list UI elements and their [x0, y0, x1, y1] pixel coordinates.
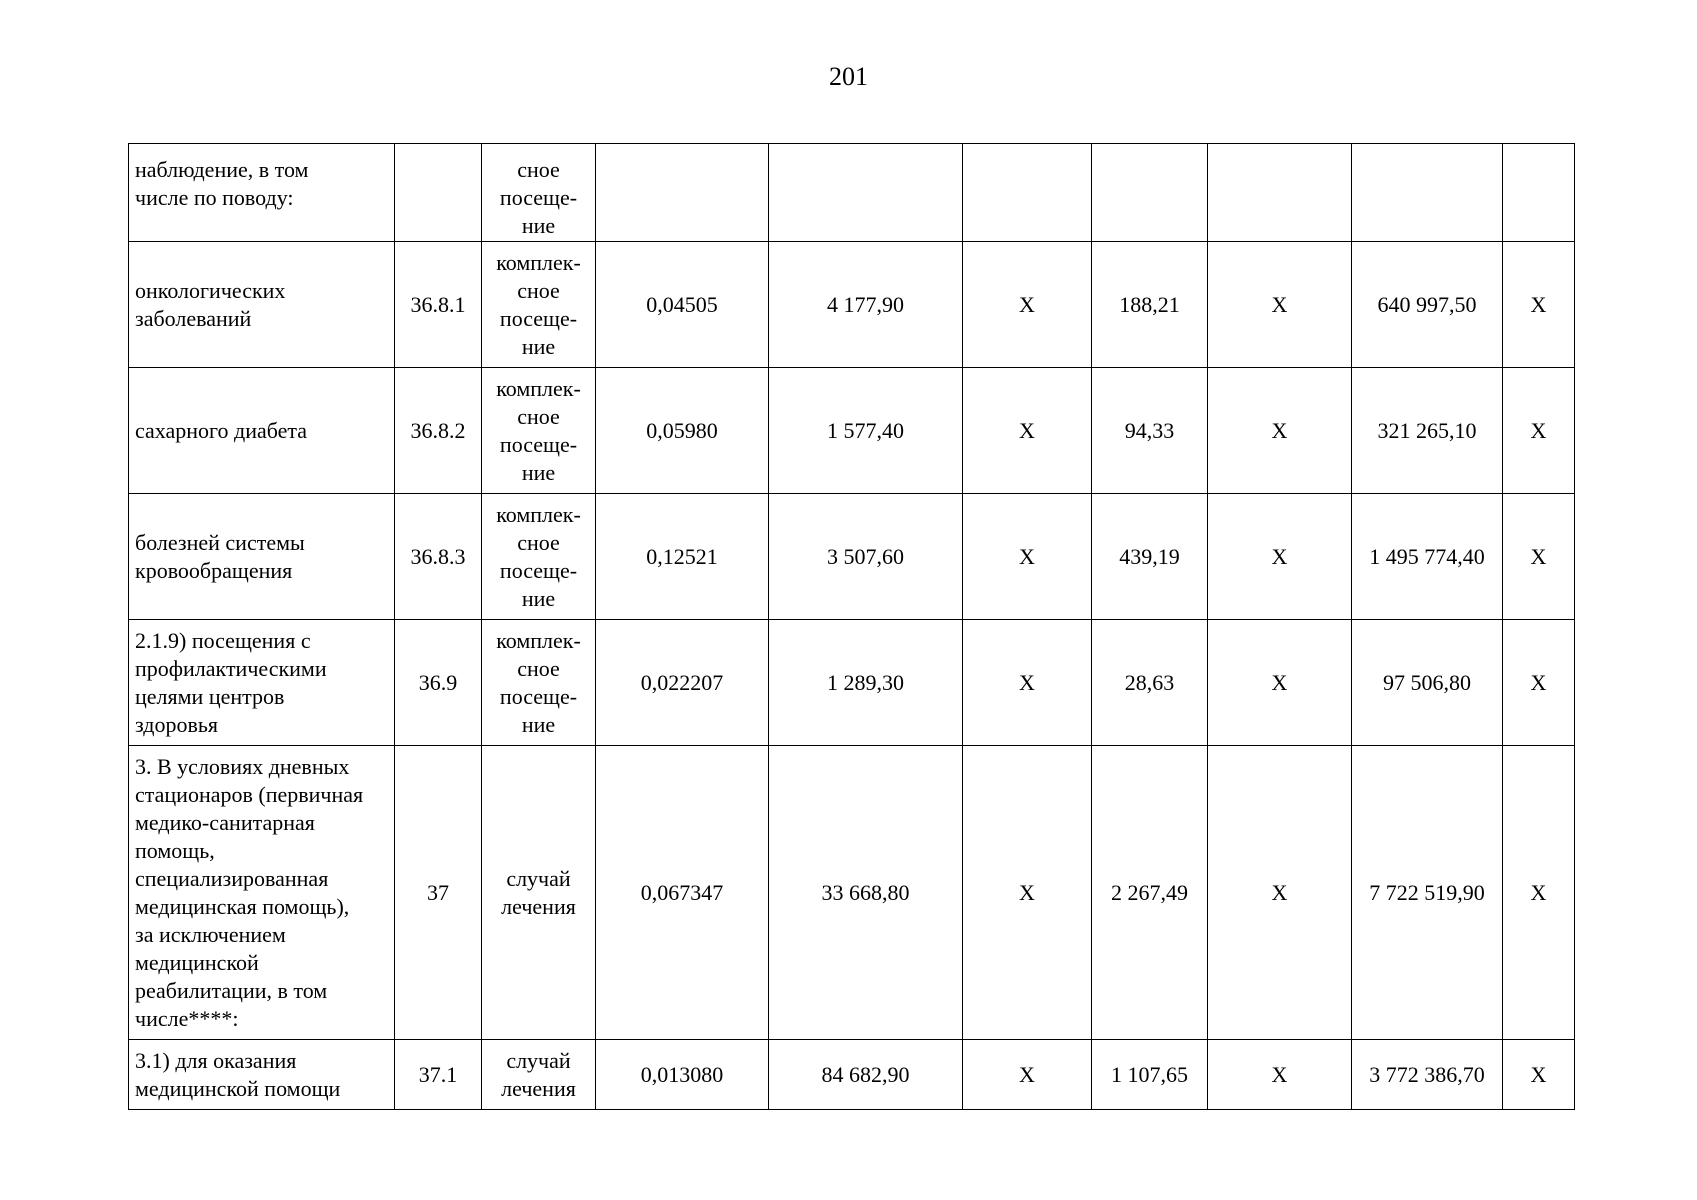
row-col10-cell: Х: [1503, 746, 1575, 1040]
table-row: [129, 746, 1575, 1040]
row-col8-cell: Х: [1208, 1040, 1352, 1110]
row-unit-cell: случай лечения: [482, 1040, 596, 1110]
row-col7-cell: 188,21: [1092, 242, 1208, 368]
row-col10-cell: Х: [1503, 494, 1575, 620]
row-col6-cell: Х: [963, 494, 1092, 620]
row-col7-cell: [1092, 144, 1208, 242]
row-norm-cell: 0,022207: [596, 620, 769, 746]
row-code-cell: 36.8.3: [395, 494, 482, 620]
row-col8-cell: Х: [1208, 494, 1352, 620]
row-cost-cell: 4 177,90: [769, 242, 963, 368]
row-unit-cell: комплек- сное посеще- ние: [482, 620, 596, 746]
row-col10-cell: Х: [1503, 242, 1575, 368]
row-code-cell: [395, 144, 482, 242]
row-name-cell: 3.1) для оказания медицинской помощи: [129, 1040, 395, 1110]
row-col6-cell: Х: [963, 368, 1092, 494]
row-name-cell: наблюдение, в том числе по поводу:: [129, 144, 395, 242]
page-number: 201: [829, 62, 868, 91]
row-cost-cell: 33 668,80: [769, 746, 963, 1040]
row-code-cell: 36.9: [395, 620, 482, 746]
row-norm-cell: 0,12521: [596, 494, 769, 620]
row-name-cell: сахарного диабета: [129, 368, 395, 494]
row-name-cell: 3. В условиях дневных стационаров (первичная медико-санитарная помощь, специализированная медицинская помощь), за исключением медицинской реабилитации, в том числе****:: [129, 746, 395, 1040]
row-code-cell: 37.1: [395, 1040, 482, 1110]
row-unit-cell: сное посеще- ние: [482, 144, 596, 242]
row-name-cell: болезней системы кровообращения: [129, 494, 395, 620]
row-col9-cell: 7 722 519,90: [1352, 746, 1503, 1040]
row-col9-cell: 321 265,10: [1352, 368, 1503, 494]
data-table: [128, 143, 1575, 1110]
row-col6-cell: Х: [963, 620, 1092, 746]
table-row: [129, 368, 1575, 494]
row-unit-cell: комплек- сное посеще- ние: [482, 368, 596, 494]
row-col10-cell: Х: [1503, 368, 1575, 494]
row-col8-cell: Х: [1208, 620, 1352, 746]
row-norm-cell: 0,013080: [596, 1040, 769, 1110]
row-col9-cell: 3 772 386,70: [1352, 1040, 1503, 1110]
table-row: [129, 144, 1575, 242]
row-unit-cell: случай лечения: [482, 746, 596, 1040]
row-cost-cell: 3 507,60: [769, 494, 963, 620]
row-col6-cell: Х: [963, 1040, 1092, 1110]
row-col9-cell: 97 506,80: [1352, 620, 1503, 746]
row-col10-cell: [1503, 144, 1575, 242]
row-col9-cell: [1352, 144, 1503, 242]
row-col8-cell: [1208, 144, 1352, 242]
row-norm-cell: 0,04505: [596, 242, 769, 368]
table-row: [129, 242, 1575, 368]
row-cost-cell: 84 682,90: [769, 1040, 963, 1110]
row-norm-cell: 0,067347: [596, 746, 769, 1040]
row-col7-cell: 94,33: [1092, 368, 1208, 494]
row-col7-cell: 439,19: [1092, 494, 1208, 620]
row-col8-cell: Х: [1208, 746, 1352, 1040]
row-col7-cell: 2 267,49: [1092, 746, 1208, 1040]
row-col7-cell: 28,63: [1092, 620, 1208, 746]
row-col6-cell: Х: [963, 242, 1092, 368]
table-row: [129, 1040, 1575, 1110]
row-col10-cell: Х: [1503, 620, 1575, 746]
row-unit-cell: комплек- сное посеще- ние: [482, 242, 596, 368]
row-col8-cell: Х: [1208, 368, 1352, 494]
row-col6-cell: [963, 144, 1092, 242]
row-cost-cell: 1 577,40: [769, 368, 963, 494]
row-norm-cell: 0,05980: [596, 368, 769, 494]
row-col8-cell: Х: [1208, 242, 1352, 368]
table-row: [129, 620, 1575, 746]
row-code-cell: 36.8.1: [395, 242, 482, 368]
row-cost-cell: [769, 144, 963, 242]
row-cost-cell: 1 289,30: [769, 620, 963, 746]
row-col6-cell: Х: [963, 746, 1092, 1040]
table-row: [129, 494, 1575, 620]
row-name-cell: 2.1.9) посещения с профилактическими целями центров здоровья: [129, 620, 395, 746]
row-col7-cell: 1 107,65: [1092, 1040, 1208, 1110]
row-code-cell: 37: [395, 746, 482, 1040]
row-col10-cell: Х: [1503, 1040, 1575, 1110]
row-name-cell: онкологических заболеваний: [129, 242, 395, 368]
row-col9-cell: 640 997,50: [1352, 242, 1503, 368]
row-col9-cell: 1 495 774,40: [1352, 494, 1503, 620]
row-code-cell: 36.8.2: [395, 368, 482, 494]
row-unit-cell: комплек- сное посеще- ние: [482, 494, 596, 620]
row-norm-cell: [596, 144, 769, 242]
